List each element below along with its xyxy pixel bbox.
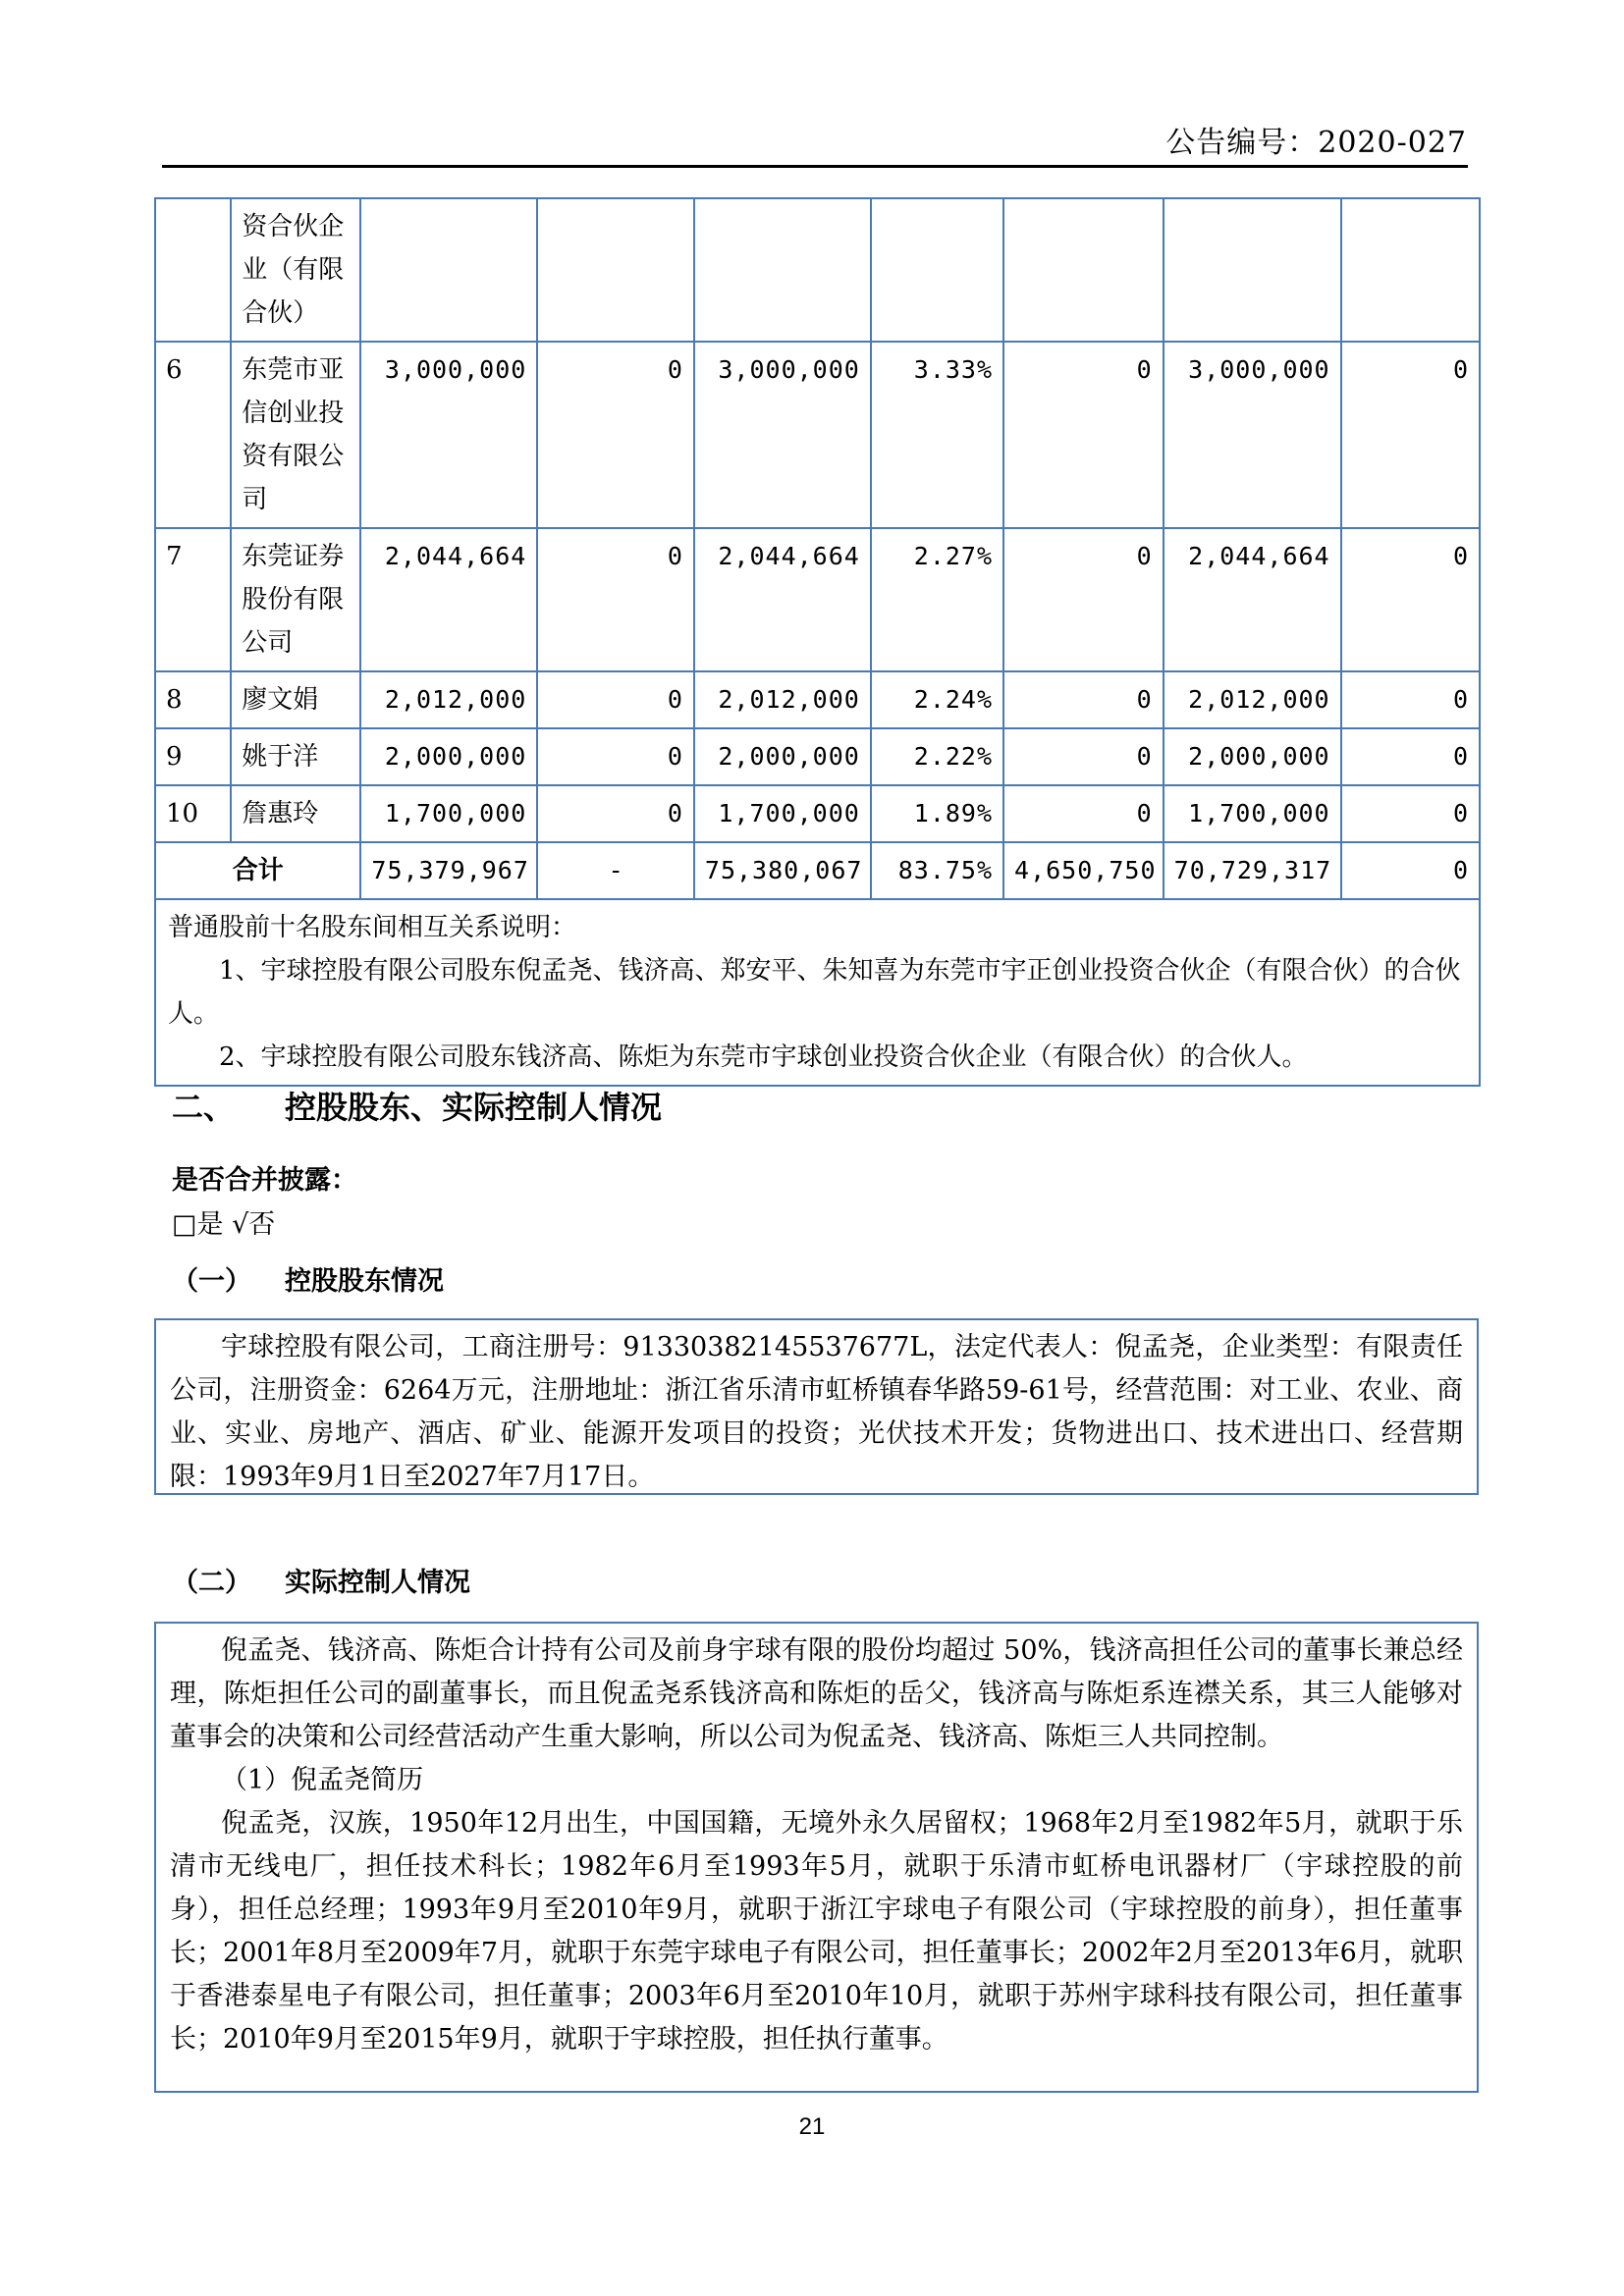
table-cell: -: [537, 842, 694, 899]
row-index: 8: [155, 671, 231, 728]
table-cell: [694, 198, 871, 342]
shareholder-name: 东莞证券股份有限公司: [231, 528, 360, 671]
table-cell: 0: [537, 528, 694, 671]
table-cell: 2,012,000: [694, 671, 871, 728]
table-row: [155, 671, 1480, 728]
section-title: 控股股东、实际控制人情况: [285, 1089, 663, 1126]
table-cell: 2,044,664: [1164, 528, 1341, 671]
table-cell: 0: [1003, 671, 1164, 728]
table-cell: 0: [1003, 785, 1164, 842]
table-cell: 0: [1341, 342, 1480, 528]
section-heading: [172, 1083, 662, 1128]
table-row: [155, 198, 1480, 342]
actual-controller-box: [154, 1622, 1479, 2093]
table-cell: [360, 198, 537, 342]
table-cell: [1341, 198, 1480, 342]
controlling-shareholder-text: 宇球控股有限公司，工商注册号：91330382145537677L，法定代表人：倪孟尧，企业类型：有限责任公司，注册资金：6264万元，注册地址：浙江省乐清市虹桥镇春华路59-61号，经营范围：对工业、农业、商业、实业、房地产、酒店、矿业、能源开发项目的投资；光伏技术开发；货物进出口、技术进出口、经营期限：1993年9月1日至2027年7月17日。: [170, 1332, 1463, 1492]
controlling-shareholder-box: [154, 1318, 1479, 1495]
biography-text: 倪孟尧，汉族，1950年12月出生，中国国籍，无境外永久居留权；1968年2月至1982年5月，就职于乐清市无线电厂，担任技术科长；1982年6月至1993年5月，就职于乐清市虹桥电讯器材厂（宇球控股的前身），担任总经理；1993年9月至2010年9月，就职于浙江宇球电子有限公司（宇球控股的前身），担任董事长；2001年8月至2009年7月，就职于东莞宇球电子有限公司，担任董事长；2002年2月至2013年6月，就职于香港泰星电子有限公司，担任董事；2003年6月至2010年10月，就职于苏州宇球科技有限公司，担任董事长；2010年9月至2015年9月，就职于宇球控股，担任执行董事。: [170, 1808, 1463, 2055]
table-cell: [1164, 198, 1341, 342]
page-number: 21: [798, 2113, 826, 2140]
shareholder-name: 东莞市亚信创业投资有限公司: [231, 342, 360, 528]
subsection-number: （一）: [172, 1266, 251, 1297]
total-row: [155, 842, 1480, 899]
subsection-number: （二）: [172, 1568, 251, 1598]
row-index: 7: [155, 528, 231, 671]
table-cell: 75,380,067: [694, 842, 871, 899]
table-cell: 0: [537, 785, 694, 842]
table-cell: [871, 198, 1003, 342]
actual-controller-text: 倪孟尧、钱济高、陈炬合计持有公司及前身宇球有限的股份均超过 50%，钱济高担任公司的董事长兼总经理，陈炬担任公司的副董事长，而且倪孟尧系钱济高和陈炬的岳父，钱济高与陈炬系连襟关系，其三人能够对董事会的决策和公司经营活动产生重大影响，所以公司为倪孟尧、钱济高、陈炬三人共同控制。: [170, 1635, 1463, 1752]
table-cell: 3,000,000: [1164, 342, 1341, 528]
table-cell: 0: [1341, 785, 1480, 842]
table-cell: 2,000,000: [1164, 728, 1341, 785]
table-cell: 2,044,664: [360, 528, 537, 671]
table-cell: 4,650,750: [1003, 842, 1164, 899]
table-cell: 2.24%: [871, 671, 1003, 728]
table-cell: 0: [537, 728, 694, 785]
table-cell: 2,000,000: [360, 728, 537, 785]
note-item-1: 1、宇球控股有限公司股东倪孟尧、钱济高、郑安平、朱知喜为东莞市宇正创业投资合伙企（有限合伙）的合伙人。: [168, 956, 1461, 1029]
table-cell: 0: [1341, 671, 1480, 728]
table-cell: 2,012,000: [360, 671, 537, 728]
table-cell: 0: [537, 671, 694, 728]
shareholder-name: 资合伙企业（有限合伙）: [231, 198, 360, 342]
row-index: [155, 198, 231, 342]
table-cell: 1,700,000: [1164, 785, 1341, 842]
table-cell: 1.89%: [871, 785, 1003, 842]
table-cell: 2,044,664: [694, 528, 871, 671]
row-index: 10: [155, 785, 231, 842]
table-cell: 2,012,000: [1164, 671, 1341, 728]
row-index: 9: [155, 728, 231, 785]
table-cell: 0: [1341, 728, 1480, 785]
table-cell: 3.33%: [871, 342, 1003, 528]
table-cell: [537, 198, 694, 342]
table-cell: 0: [537, 342, 694, 528]
table-cell: [1003, 198, 1164, 342]
merge-disclosure-answer: □是 √否: [172, 1209, 276, 1240]
table-cell: 0: [1003, 342, 1164, 528]
subsection-title: 实际控制人情况: [285, 1568, 470, 1598]
relationship-note-row: [155, 899, 1480, 1086]
table-cell: 2.22%: [871, 728, 1003, 785]
table-row: [155, 785, 1480, 842]
table-cell: 83.75%: [871, 842, 1003, 899]
table-cell: 2,000,000: [694, 728, 871, 785]
table-cell: 75,379,967: [360, 842, 537, 899]
note-title: 普通股前十名股东间相互关系说明：: [168, 913, 577, 942]
shareholder-table: [154, 197, 1481, 1087]
table-cell: 2.27%: [871, 528, 1003, 671]
shareholder-name: 姚于洋: [231, 728, 360, 785]
table-cell: 0: [1341, 528, 1480, 671]
row-index: 6: [155, 342, 231, 528]
shareholder-name: 廖文娟: [231, 671, 360, 728]
note-item-2: 2、宇球控股有限公司股东钱济高、陈炬为东莞市宇球创业投资合伙企业（有限合伙）的合伙人。: [219, 1042, 1308, 1072]
subsection-title: 控股股东情况: [285, 1266, 444, 1297]
table-row: [155, 528, 1480, 671]
shareholder-name: 詹惠玲: [231, 785, 360, 842]
section-number: 二、: [172, 1089, 236, 1126]
table-row: [155, 728, 1480, 785]
subsection-heading-controlling-shareholder: [172, 1259, 444, 1298]
announcement-number: 公告编号：2020-027: [1165, 126, 1467, 160]
table-cell: 3,000,000: [360, 342, 537, 528]
table-cell: 0: [1003, 728, 1164, 785]
header-divider: [162, 165, 1468, 168]
table-cell: 0: [1341, 842, 1480, 899]
table-cell: 1,700,000: [694, 785, 871, 842]
table-cell: 1,700,000: [360, 785, 537, 842]
table-cell: 0: [1003, 528, 1164, 671]
subsection-heading-actual-controller: [172, 1561, 470, 1599]
biography-title: （1）倪孟尧简历: [221, 1765, 424, 1795]
table-row: [155, 342, 1480, 528]
table-cell: 3,000,000: [694, 342, 871, 528]
merge-disclosure-question: 是否合并披露：: [172, 1165, 357, 1196]
total-label: 合计: [155, 842, 360, 899]
relationship-note: [155, 899, 1480, 1086]
table-cell: 70,729,317: [1164, 842, 1341, 899]
